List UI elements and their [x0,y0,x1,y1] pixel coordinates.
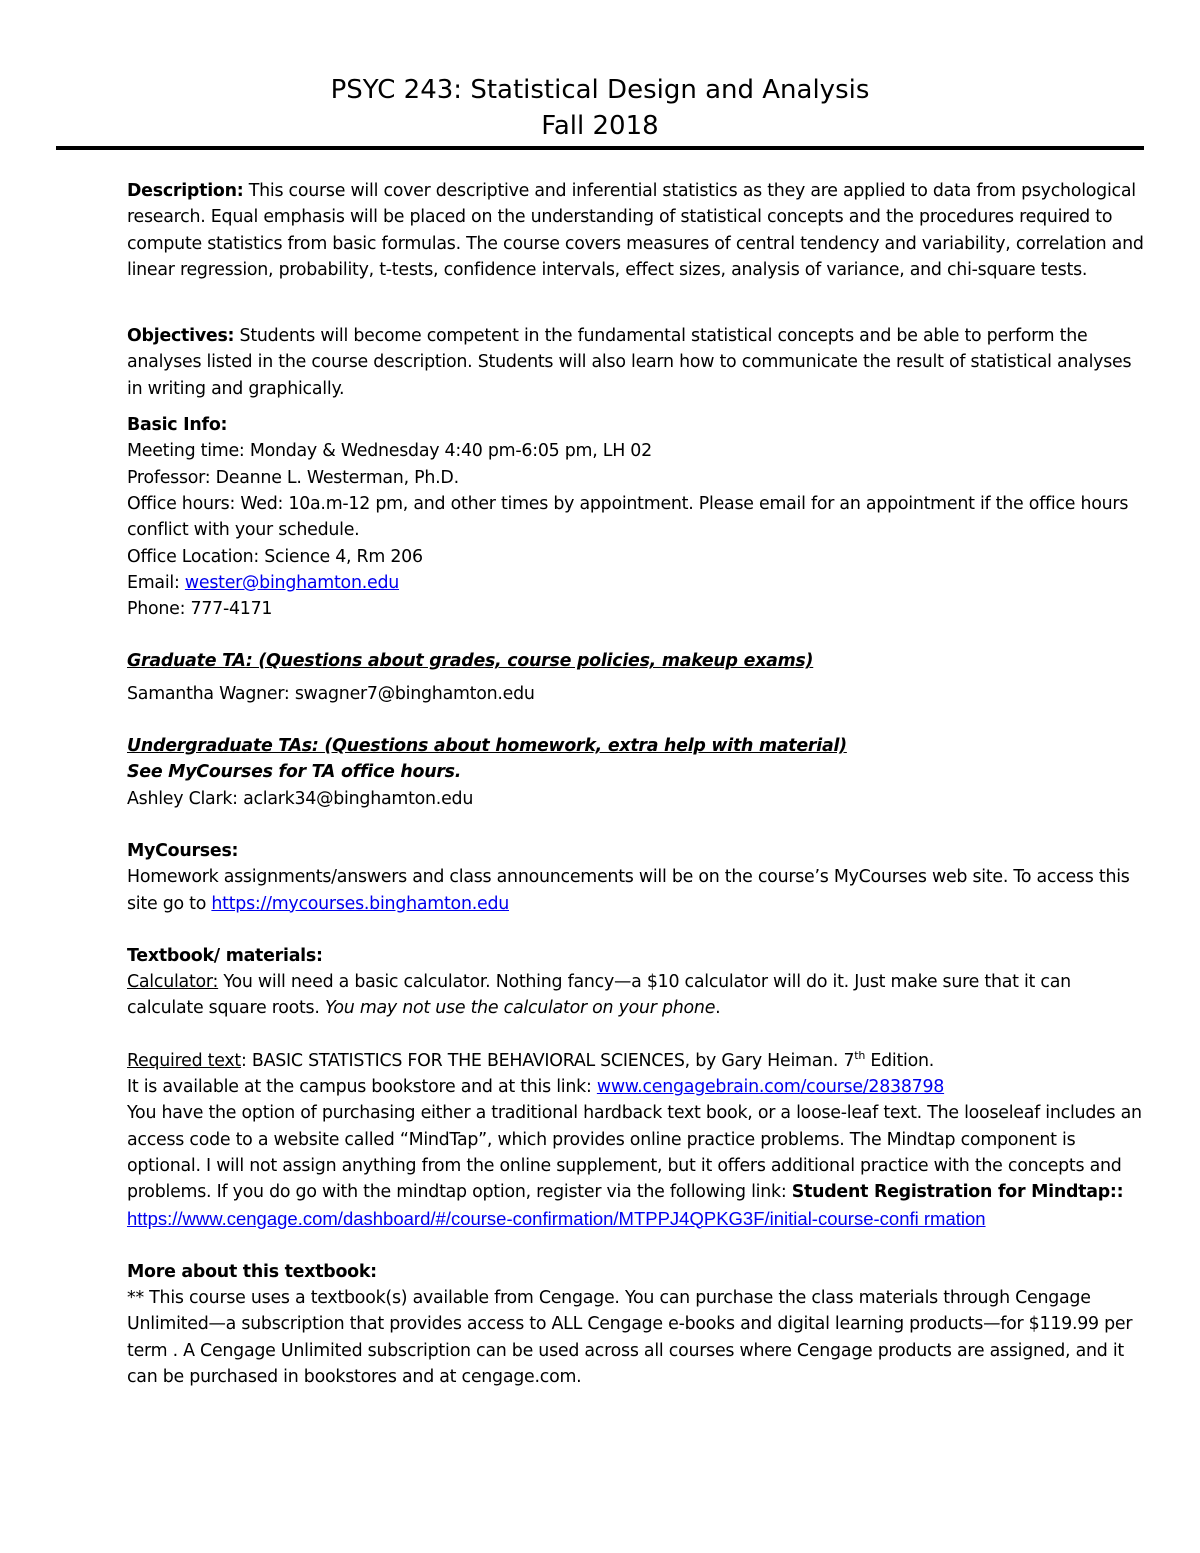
undergraduate-ta-heading: Undergraduate TAs: (Questions about homework, extra help with material) [127,736,847,757]
calculator-phone-note: You may not use the calculator on your phone [324,998,716,1019]
graduate-ta-section [127,648,1147,707]
mindtap-registration-link[interactable]: https://www.cengage.com/dashboard/#/course-confirmation/MTPPJ4QPKG3F/initial-course-confi rmation [127,1207,986,1229]
course-title: PSYC 243: Statistical Design and Analysis [330,75,870,105]
email-link[interactable]: wester@binghamton.edu [184,572,400,593]
edition-superscript: th [854,1048,866,1062]
mycourses-heading: MyCourses: [127,840,239,861]
textbook-heading: Textbook/ materials: [127,945,323,966]
office-location-value: Science 4, Rm 206 [258,546,423,567]
course-term: Fall 2018 [541,111,659,141]
graduate-ta-heading: Graduate TA: (Questions about grades, course policies, makeup exams) [127,651,814,672]
more-textbook-section [127,1259,1147,1390]
cengagebrain-link[interactable]: www.cengagebrain.com/course/2838798 [596,1077,945,1098]
registration-label: Student Registration for Mindtap:: [791,1182,1124,1203]
graduate-ta-entry: Samantha Wagner: swagner7@binghamton.edu [127,683,535,704]
textbook-section [127,943,1147,1233]
more-textbook-heading: More about this textbook: [127,1261,377,1282]
calculator-end: . [715,998,721,1019]
required-text-label: Required text [127,1050,242,1071]
undergraduate-ta-section [127,733,1147,812]
email-label: Email: [127,572,185,593]
office-hours-label: Office hours: [127,493,236,514]
office-location [127,544,1147,570]
phone-label: Phone: [127,599,186,620]
meeting-time-value: Monday & Wednesday 4:40 pm-6:05 pm, LH 02 [244,441,652,462]
professor [127,465,1147,491]
basic-info-section [127,412,1147,622]
professor-label: Professor: [127,467,211,488]
office-hours-value: Wed: 10a.m-12 pm, and other times by appointment. Please email for an appointment if the office hours conflict with your schedule. [127,493,1129,541]
phone [127,596,1147,622]
mycourses-link[interactable]: https://mycourses.binghamton.edu [211,893,510,914]
mindtap-option-text: You have the option of purchasing either a traditional hardback text book, or a loose-leaf text. The looseleaf includes an access code to a website called “MindTap”, which provides online practice problems. The Mindtap component is optional. I will not assign anything from the online supplement, but it offers additional practice with the concepts and problems. If you do go with the mindtap option, register via the following link: [127,1103,1142,1203]
meeting-time-label: Meeting time: [127,441,245,462]
objectives-paragraph [127,323,1147,402]
objectives-label: Objectives: [127,326,235,347]
header-rule [56,146,1144,150]
edition-end: Edition. [865,1050,935,1071]
mindtap-paragraph [127,1100,1147,1232]
document-header [0,72,1200,144]
availability-text: It is available at the campus bookstore and at this link: [127,1077,597,1098]
availability-paragraph [127,1074,1147,1100]
undergraduate-ta-entry: Ashley Clark: aclark34@binghamton.edu [127,788,474,809]
more-textbook-text: ** This course uses a textbook(s) available from Cengage. You can purchase the class materials through Cengage Unlimited—a subscription that provides access to ALL Cengage e-books and digital learning products—for $119.99 per term . A Cengage Unlimited subscription can be used across all courses where Cengage products are assigned, and it can be purchased in bookstores and at cengage.com. [127,1288,1133,1387]
mycourses-text [127,864,1147,917]
syllabus-body [127,178,1147,1390]
description-label: Description: [127,181,244,201]
required-text-body: : BASIC STATISTICS FOR THE BEHAVIORAL SCIENCES, by Gary Heiman. 7 [241,1050,855,1071]
calculator-label: Calculator: [127,972,219,993]
meeting-time [127,438,1147,464]
objectives-text: Students will become competent in the fundamental statistical concepts and be able to perform the analyses listed in the course description. Students will also learn how to communicate the result of statistical analyses in writing and graphically. [127,326,1132,399]
basic-info-heading: Basic Info: [127,415,228,436]
calculator-text: You will need a basic calculator. Nothing fancy—a $10 calculator will do it. Just make sure that it can calculate square roots. [127,972,1071,1019]
description-text: This course will cover descriptive and inferential statistics as they are applied to data from psychological research. Equal emphasis will be placed on the understanding of statistical concepts and the procedures required to compute statistics from basic formulas. The course covers measures of central tendency and variability, correlation and linear regression, probability, t-tests, confidence intervals, effect sizes, analysis of variance, and chi-square tests. [127,181,1144,280]
office-hours [127,491,1147,544]
professor-value: Deanne L. Westerman, Ph.D. [210,467,459,488]
mycourses-text-body: Homework assignments/answers and class announcements will be on the course’s MyCourses web site. To access this site go to [127,867,1130,914]
office-location-label: Office Location: [127,546,259,567]
phone-value: 777-4171 [185,599,273,620]
email [127,570,1147,596]
description-paragraph [127,178,1147,283]
calculator-paragraph [127,969,1147,1022]
ta-office-hours-note: See MyCourses for TA office hours. [127,762,462,783]
required-text-paragraph [127,1048,1147,1074]
mycourses-section [127,838,1147,917]
